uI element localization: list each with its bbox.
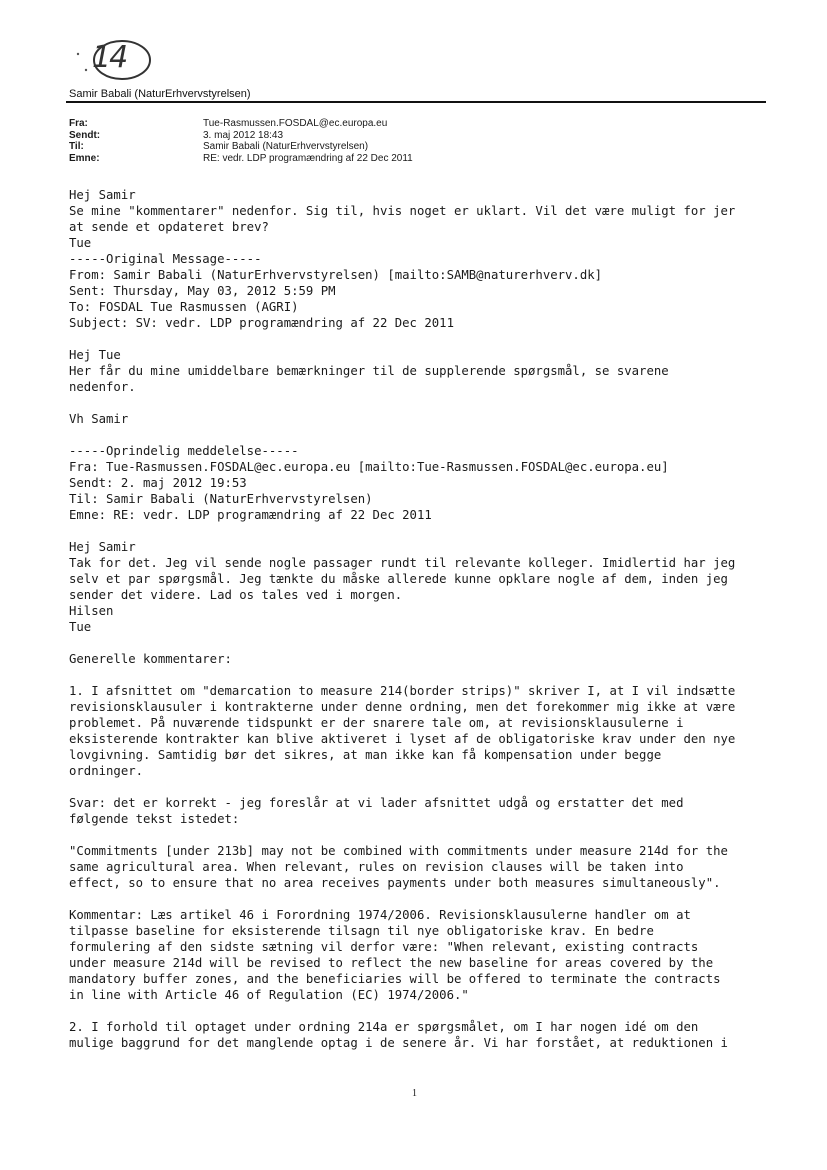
body-line: selv et par spørgsmål. Jeg tænkte du måske allerede kunne opklare nogle af dem, inden jeg bbox=[69, 572, 728, 586]
body-line bbox=[69, 331, 779, 347]
body-line: Tue bbox=[69, 236, 92, 250]
body-line: Hej Samir bbox=[69, 188, 136, 202]
email-header-value: 3. maj 2012 18:43 bbox=[203, 129, 284, 141]
body-line: same agricultural area. When relevant, rules on revision clauses will be taken into bbox=[69, 860, 684, 874]
handwritten-page-annotation bbox=[72, 36, 158, 84]
body-line bbox=[69, 635, 779, 651]
body-line: mandatory buffer zones, and the beneficiaries will be offered to terminate the contracts bbox=[69, 972, 721, 986]
body-line: 1. I afsnittet om "demarcation to measure 214(border strips)" skriver I, at I vil indsætte bbox=[69, 684, 736, 698]
body-line: in line with Article 46 of Regulation (EC) 1974/2006." bbox=[69, 988, 469, 1002]
body-line: -----Original Message----- bbox=[69, 252, 262, 266]
body-line: under measure 214d will be revised to reflect the new baseline for areas covered by the bbox=[69, 956, 714, 970]
email-header-row bbox=[69, 153, 413, 165]
body-line bbox=[69, 427, 779, 443]
annotation-number: 14 bbox=[92, 40, 127, 75]
body-line: lovgivning. Samtidig bør det sikres, at man ikke kan få kompensation under begge bbox=[69, 748, 662, 762]
body-line: følgende tekst istedet: bbox=[69, 812, 240, 826]
body-line: To: FOSDAL Tue Rasmussen (AGRI) bbox=[69, 300, 299, 314]
body-line bbox=[69, 523, 779, 539]
email-header-label: Fra: bbox=[69, 118, 88, 129]
body-line: Se mine "kommentarer" nedenfor. Sig til, hvis noget er uklart. Vil det være muligt for jer bbox=[69, 204, 736, 218]
body-line bbox=[69, 779, 779, 795]
email-header-value: Samir Babali (NaturErhvervstyrelsen) bbox=[203, 141, 369, 153]
body-line: Emne: RE: vedr. LDP programændring af 22 Dec 2011 bbox=[69, 508, 432, 522]
email-header-row bbox=[69, 130, 413, 142]
body-line: effect, so to ensure that no area receives payments under both measures simultaneously". bbox=[69, 876, 721, 890]
body-line: at sende et opdateret brev? bbox=[69, 220, 269, 234]
body-line bbox=[69, 1003, 779, 1019]
email-header-label: Sendt: bbox=[69, 129, 101, 141]
body-line: sender det videre. Lad os tales ved i morgen. bbox=[69, 588, 403, 602]
body-line: Subject: SV: vedr. LDP programændring af 22 Dec 2011 bbox=[69, 316, 454, 330]
body-line: "Commitments [under 213b] may not be combined with commitments under measure 214d for the bbox=[69, 844, 728, 858]
body-line: Til: Samir Babali (NaturErhvervstyrelsen) bbox=[69, 492, 373, 506]
body-line: problemet. På nuværende tidspunkt er der snarere tale om, at revisionsklausulerne i bbox=[69, 716, 684, 730]
body-line bbox=[69, 395, 779, 411]
body-line: Tak for det. Jeg vil sende nogle passager rundt til relevante kolleger. Imidlertid har jeg bbox=[69, 556, 736, 570]
body-line: ordninger. bbox=[69, 764, 144, 778]
email-header-value: RE: vedr. LDP programændring af 22 Dec 2011 bbox=[203, 152, 413, 164]
body-line: eksisterende kontrakter kan blive aktiveret i lyset af de obligatoriske krav under den nye bbox=[69, 732, 736, 746]
email-header-label: Emne: bbox=[69, 152, 100, 164]
body-line: Tue bbox=[69, 620, 92, 634]
body-line bbox=[69, 827, 779, 843]
body-line: formulering af den sidste sætning vil derfor være: "When relevant, existing contracts bbox=[69, 940, 699, 954]
page-number: 1 bbox=[412, 1088, 417, 1099]
body-line bbox=[69, 667, 779, 683]
body-line: Her får du mine umiddelbare bemærkninger til de supplerende spørgsmål, se svarene bbox=[69, 364, 669, 378]
body-line: Generelle kommentarer: bbox=[69, 652, 232, 666]
body-line: mulige baggrund for det manglende optag i de senere år. Vi har forstået, at reduktionen i bbox=[69, 1036, 728, 1050]
body-line: From: Samir Babali (NaturErhvervstyrelsen) [mailto:SAMB@naturerhverv.dk] bbox=[69, 268, 603, 282]
body-line: Fra: Tue-Rasmussen.FOSDAL@ec.europa.eu [mailto:Tue-Rasmussen.FOSDAL@ec.europa.eu] bbox=[69, 460, 669, 474]
email-header-value: Tue-Rasmussen.FOSDAL@ec.europa.eu bbox=[203, 118, 388, 129]
email-body bbox=[69, 187, 779, 1051]
body-line: Hej Samir bbox=[69, 540, 136, 554]
body-line: Kommentar: Læs artikel 46 i Forordning 1974/2006. Revisionsklausulerne handler om at bbox=[69, 908, 691, 922]
body-line: 2. I forhold til optaget under ordning 214a er spørgsmålet, om I har nogen idé om den bbox=[69, 1020, 699, 1034]
body-line: Sendt: 2. maj 2012 19:53 bbox=[69, 476, 247, 490]
email-header-row bbox=[69, 118, 413, 130]
body-line: -----Oprindelig meddelelse----- bbox=[69, 444, 299, 458]
email-header-row bbox=[69, 141, 413, 153]
body-line: Sent: Thursday, May 03, 2012 5:59 PM bbox=[69, 284, 336, 298]
body-line: Svar: det er korrekt - jeg foreslår at vi lader afsnittet udgå og erstatter det med bbox=[69, 796, 684, 810]
email-header-label: Til: bbox=[69, 141, 84, 153]
body-line: nedenfor. bbox=[69, 380, 136, 394]
body-line: tilpasse baseline for eksisterende tilsagn til nye obligatoriske krav. En bedre bbox=[69, 924, 654, 938]
body-line: Vh Samir bbox=[69, 412, 129, 426]
body-line bbox=[69, 891, 779, 907]
body-line: revisionsklausuler i kontrakterne under denne ordning, men det forekommer mig ikke at være bbox=[69, 700, 736, 714]
body-line: Hilsen bbox=[69, 604, 114, 618]
sender-header: Samir Babali (NaturErhvervstyrelsen) bbox=[69, 88, 251, 100]
header-divider bbox=[66, 101, 766, 103]
body-line: Hej Tue bbox=[69, 348, 121, 362]
email-header-block bbox=[69, 118, 413, 164]
